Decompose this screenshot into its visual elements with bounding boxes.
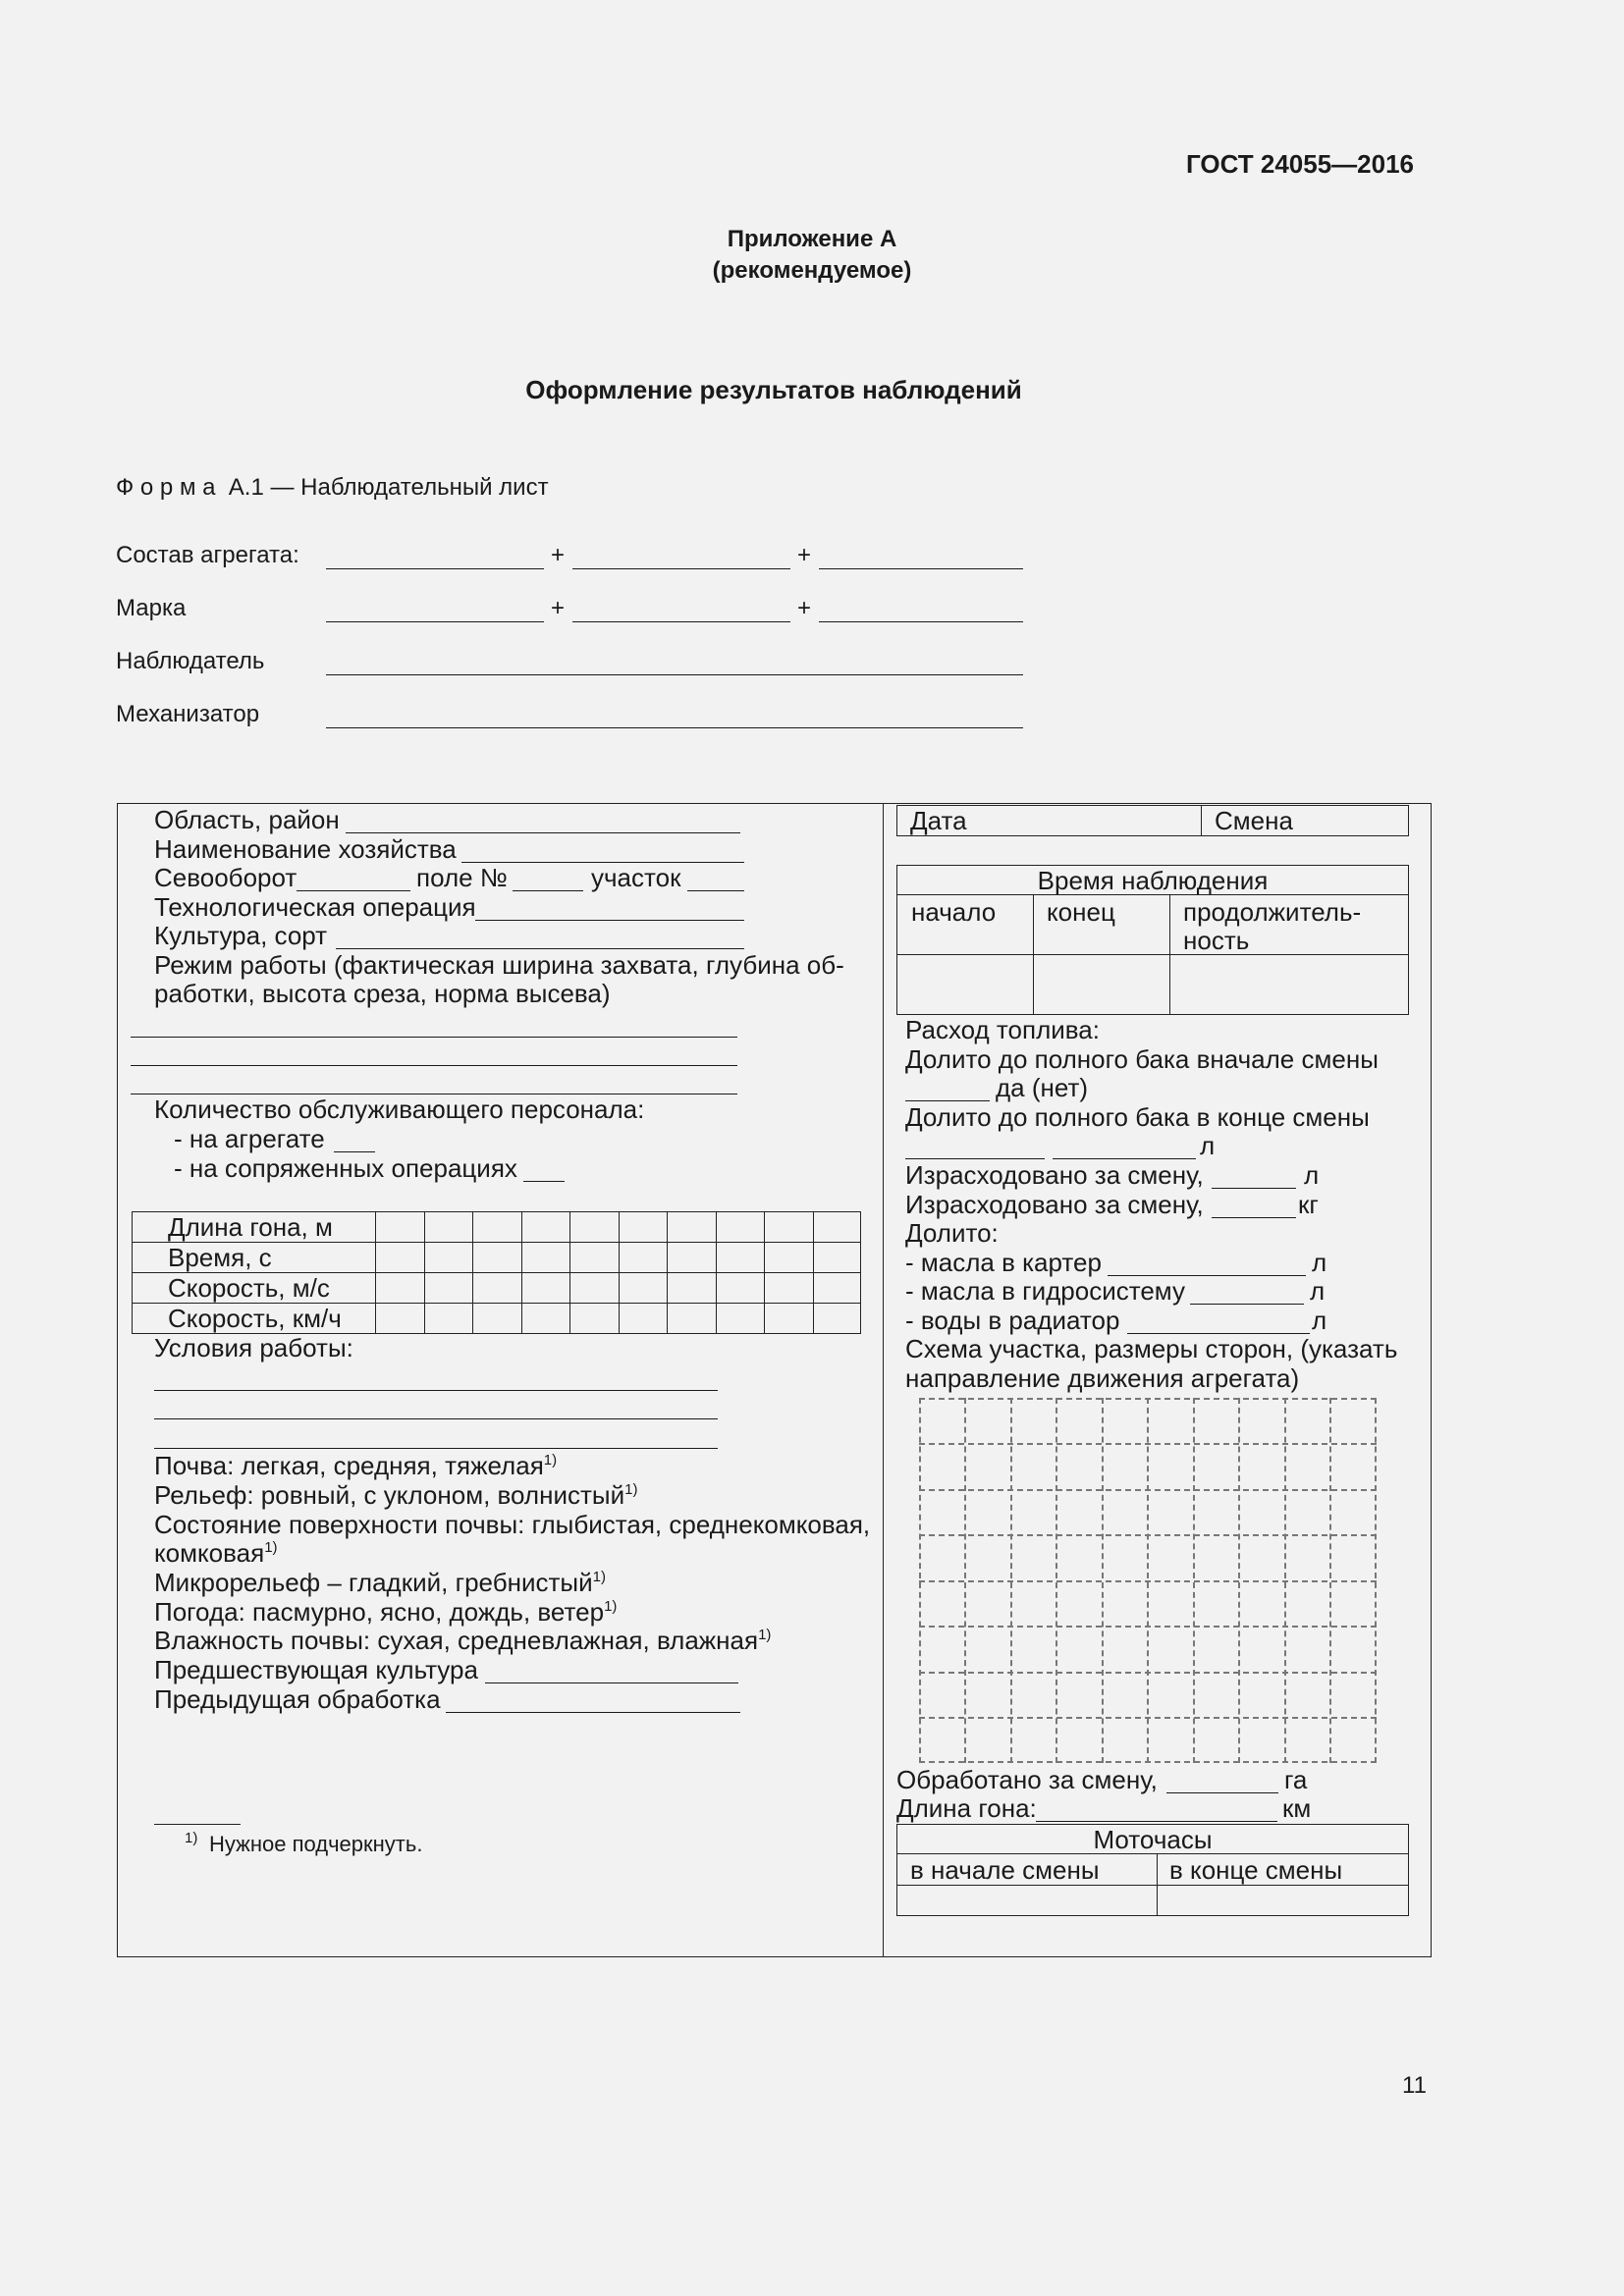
work-mode-label-cont: работки, высота среза, норма высева) [154, 979, 611, 1008]
weather-label: Погода: пасмурно, ясно, дождь, ветер$^{1)}$ [154, 1597, 618, 1627]
run-length-field[interactable] [1036, 1795, 1277, 1822]
surface-label-cont: комковая$^{1)}$ [154, 1538, 278, 1568]
brand-field-1[interactable] [326, 595, 544, 622]
water-rad-field[interactable] [1127, 1308, 1310, 1334]
observer-field[interactable] [326, 648, 1023, 675]
staff-related-label: - на сопряженных операциях [174, 1153, 517, 1183]
staff-unit-field[interactable] [334, 1126, 375, 1152]
run-length-label: Длина гона: [896, 1793, 1037, 1823]
date-shift-table [896, 805, 1409, 836]
spent-liter-field[interactable] [1212, 1162, 1296, 1189]
page-number: 11 [1402, 2072, 1427, 2099]
region-field[interactable] [346, 807, 740, 833]
conditions-line-3[interactable] [154, 1424, 718, 1449]
field-number-input[interactable] [513, 865, 583, 891]
motor-hours-end-label: в конце смены [1169, 1855, 1343, 1885]
plot-scheme-grid[interactable] [919, 1398, 1377, 1763]
measure-row-label: Длина гона, м [168, 1212, 333, 1242]
oil-case-field[interactable] [1108, 1250, 1306, 1276]
appendix-subtitle: (рекомендуемое) [712, 257, 912, 284]
moisture-label: Влажность почвы: сухая, средневлажная, влажная$^{1)}$ [154, 1626, 772, 1655]
fuel-label: Расход топлива: [905, 1015, 1100, 1044]
operation-field[interactable] [475, 894, 744, 921]
form-caption: Ф о р м а А.1 — Наблюдательный лист [116, 474, 549, 501]
work-mode-label: Режим работы (фактическая ширина захвата, глубина об- [154, 950, 844, 980]
relief-label: Рельеф: ровный, с уклоном, волнистый$^{1)}$ [154, 1480, 638, 1510]
composition-field-3[interactable] [819, 542, 1023, 569]
surface-label: Состояние поверхности почвы: глыбистая, среднекомковая, [154, 1510, 871, 1539]
brand-label: Марка [116, 595, 187, 621]
topped-start-label: Долито до полного бака вначале смены [905, 1044, 1379, 1074]
appendix-title: Приложение А [727, 226, 897, 252]
liter-unit: л [1310, 1276, 1326, 1306]
kg-unit: кг [1298, 1190, 1319, 1219]
start-label: начало [911, 897, 997, 927]
water-rad-label: - воды в радиатор [905, 1306, 1120, 1335]
conditions-line-1[interactable] [154, 1366, 718, 1391]
duration-label: продолжитель- [1183, 897, 1362, 927]
yes-no-label: да (нет) [996, 1073, 1089, 1102]
operation-label: Технологическая операция [154, 892, 476, 922]
field-number-label: поле № [416, 863, 508, 892]
liter-unit: л [1200, 1131, 1216, 1160]
farm-field[interactable] [461, 836, 744, 863]
rotation-field[interactable] [297, 865, 410, 891]
culture-field[interactable] [336, 923, 744, 949]
work-mode-line-1[interactable] [131, 1013, 737, 1038]
end-label: конец [1047, 897, 1115, 927]
composition-field-1[interactable] [326, 542, 544, 569]
footnote-text: Нужное подчеркнуть. [209, 1832, 423, 1856]
footnote-mark: 1) [185, 1830, 198, 1846]
motor-hours-start-label: в начале смены [910, 1855, 1100, 1885]
topped-end-field-1[interactable] [905, 1133, 1045, 1159]
farm-label: Наименование хозяйства [154, 834, 457, 864]
composition-label: Состав агрегата: [116, 542, 299, 568]
liter-unit: л [1304, 1160, 1320, 1190]
oil-hydro-label: - масла в гидросистему [905, 1276, 1185, 1306]
measure-row-label: Скорость, км/ч [168, 1304, 342, 1333]
microrelief-label: Микрорельеф – гладкий, гребнистый$^{1)}$ [154, 1568, 606, 1597]
plot-field[interactable] [687, 865, 744, 891]
plus-sign: + [551, 595, 566, 621]
work-mode-line-3[interactable] [131, 1070, 737, 1095]
conditions-label: Условия работы: [154, 1333, 353, 1362]
plus-sign: + [797, 542, 812, 568]
scheme-label-cont: направление движения агрегата) [905, 1363, 1300, 1393]
prev-culture-label: Предшествующая культура [154, 1655, 478, 1684]
rotation-label: Севооборот [154, 863, 298, 892]
shift-label: Смена [1215, 806, 1293, 835]
ha-unit: га [1284, 1765, 1308, 1794]
liter-unit: л [1312, 1306, 1327, 1335]
culture-label: Культура, сорт [154, 921, 328, 950]
section-title: Оформление результатов наблюдений [525, 375, 1022, 404]
staff-related-field[interactable] [523, 1155, 565, 1182]
prev-treatment-field[interactable] [446, 1686, 740, 1713]
processed-field[interactable] [1166, 1767, 1278, 1793]
prev-treatment-label: Предыдущая обработка [154, 1684, 441, 1714]
observation-time-header: Время наблюдения [1037, 866, 1269, 895]
scheme-label: Схема участка, размеры сторон, (указать [905, 1334, 1398, 1363]
duration-label-cont: ность [1183, 926, 1250, 955]
liter-unit: л [1312, 1248, 1327, 1277]
brand-field-3[interactable] [819, 595, 1023, 622]
plus-sign: + [797, 595, 812, 621]
motor-hours-header: Моточасы [1093, 1825, 1213, 1854]
conditions-line-2[interactable] [154, 1395, 718, 1419]
km-unit: км [1282, 1793, 1312, 1823]
region-label: Область, район [154, 805, 340, 834]
oil-case-label: - масла в картер [905, 1248, 1102, 1277]
topped-start-field[interactable] [905, 1075, 990, 1101]
topped-end-field-2[interactable] [1053, 1133, 1196, 1159]
footnote-separator [154, 1824, 241, 1825]
prev-culture-field[interactable] [485, 1657, 738, 1683]
processed-label: Обработано за смену, [896, 1765, 1158, 1794]
topped-end-label: Долито до полного бака в конце смены [905, 1102, 1370, 1132]
topped-label: Долито: [905, 1218, 999, 1248]
staff-unit-label: - на агрегате [174, 1124, 325, 1153]
date-label: Дата [910, 806, 967, 835]
column-divider [883, 803, 884, 1957]
composition-field-2[interactable] [572, 542, 790, 569]
standard-number: ГОСТ 24055—2016 [1186, 149, 1414, 179]
spent-kg-field[interactable] [1212, 1192, 1296, 1218]
operator-label: Механизатор [116, 701, 260, 727]
spent-liter-label: Израсходовано за смену, [905, 1160, 1204, 1190]
work-mode-line-2[interactable] [131, 1041, 737, 1066]
soil-label: Почва: легкая, средняя, тяжелая$^{1)}$ [154, 1451, 558, 1480]
measure-row-label: Время, с [168, 1243, 272, 1272]
operator-field[interactable] [326, 701, 1023, 728]
brand-field-2[interactable] [572, 595, 790, 622]
staff-label: Количество обслуживающего персонала: [154, 1095, 645, 1124]
measure-row-label: Скорость, м/с [168, 1273, 330, 1303]
spent-kg-label: Израсходовано за смену, [905, 1190, 1204, 1219]
observer-label: Наблюдатель [116, 648, 265, 674]
plot-label: участок [591, 863, 681, 892]
oil-hydro-field[interactable] [1190, 1278, 1304, 1305]
plus-sign: + [551, 542, 566, 568]
